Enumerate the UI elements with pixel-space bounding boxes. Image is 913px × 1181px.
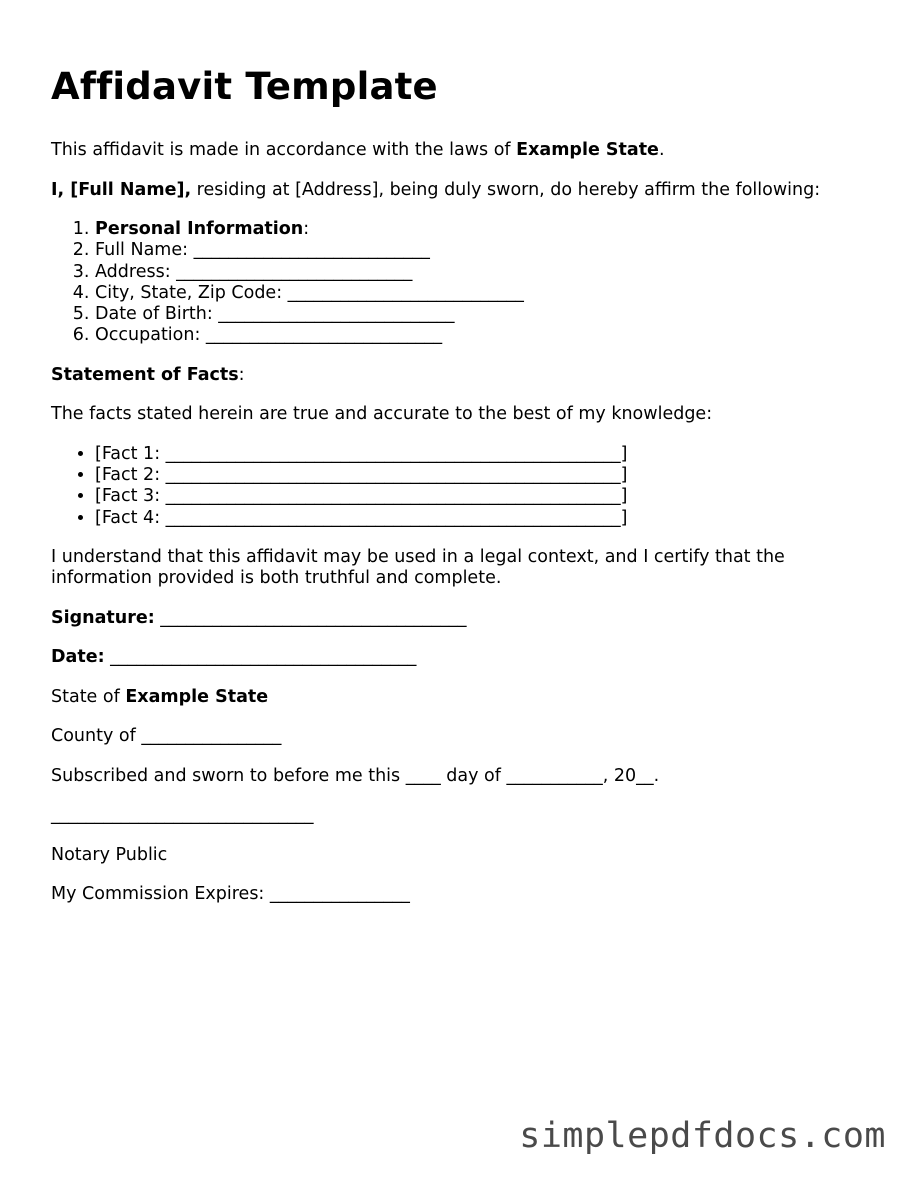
personal-heading-colon: : — [303, 219, 310, 239]
facts-heading-paragraph — [51, 365, 881, 387]
oath-paragraph — [51, 180, 881, 202]
commission-line: My Commission Expires: ________________ — [51, 884, 410, 905]
list-item-city-state-zip: 4. City, State, Zip Code: ___________________________ — [95, 283, 881, 304]
county-line: County of ________________ — [51, 726, 282, 747]
state-prefix: State of — [51, 686, 126, 707]
list-item-personal-heading — [95, 219, 881, 240]
facts-intro: The facts stated herein are true and accurate to the best of my knowledge: — [51, 404, 713, 425]
state-line — [51, 687, 881, 709]
facts-heading-colon: : — [238, 364, 245, 385]
watermark-text: simplepdfdocs.com — [519, 1116, 886, 1156]
list-item-address: 3. Address: ___________________________ — [95, 262, 881, 283]
state-name: Example State — [125, 686, 269, 707]
certification-paragraph: I understand that this affidavit may be used in a legal context, and I certify that the information provided is both truthful and complete. — [51, 546, 785, 589]
fact-item-4: • [Fact 4: ____________________________________________________] — [95, 508, 881, 529]
subscribed-line: Subscribed and sworn to before me this ____ day of ___________, 20__. — [51, 765, 660, 786]
personal-information-list — [51, 219, 881, 347]
facts-list — [51, 444, 881, 529]
intro-prefix: This affidavit is made in accordance with the laws of — [51, 140, 517, 160]
oath-name: I, [Full Name], — [51, 179, 192, 200]
facts-heading: Statement of Facts — [51, 364, 239, 385]
fact-item-3: • [Fact 3: ____________________________________________________] — [95, 486, 881, 507]
document-title: Affidavit Template — [51, 65, 438, 108]
date-line — [51, 647, 881, 669]
intro-suffix: . — [658, 140, 665, 160]
notary-signature-line: ______________________________ — [51, 805, 314, 826]
fact-item-1: • [Fact 1: ____________________________________________________] — [95, 444, 881, 465]
notary-label: Notary Public — [51, 844, 168, 865]
intro-state: Example State — [516, 140, 659, 160]
intro-paragraph — [51, 140, 881, 162]
list-item-occupation: 6. Occupation: ___________________________ — [95, 325, 881, 346]
signature-blank: ___________________________________ — [154, 607, 467, 628]
date-blank: ___________________________________ — [104, 647, 417, 668]
fact-item-2: • [Fact 2: ____________________________________________________] — [95, 465, 881, 486]
date-label: Date: — [51, 647, 105, 668]
personal-heading: Personal Information — [95, 219, 304, 239]
list-item-full-name: 2. Full Name: ___________________________ — [95, 240, 881, 261]
list-item-date-of-birth: 5. Date of Birth: ___________________________ — [95, 304, 881, 325]
oath-rest: residing at [Address], being duly sworn, do hereby affirm the following: — [191, 179, 821, 200]
signature-line — [51, 608, 881, 630]
signature-label: Signature: — [51, 607, 155, 628]
affidavit-document — [51, 64, 881, 906]
